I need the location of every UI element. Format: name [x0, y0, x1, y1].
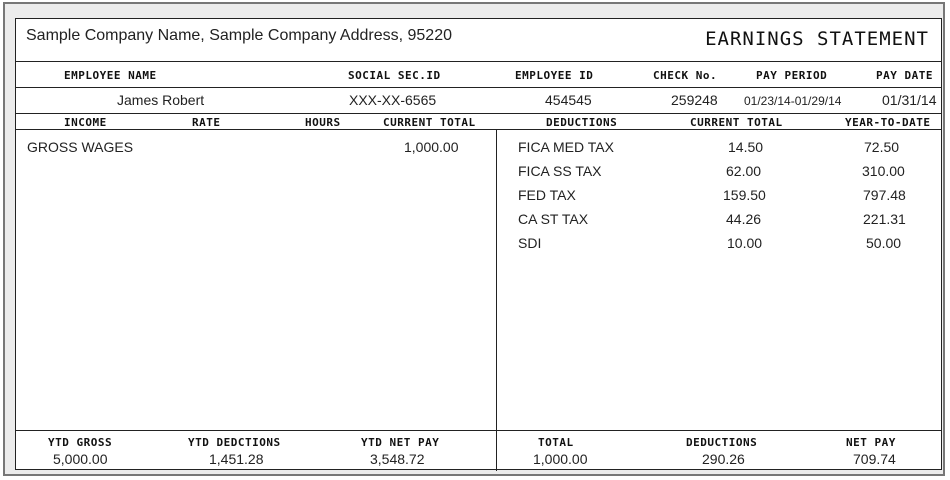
page-frame [3, 2, 945, 476]
deduction-current: 14.50 [728, 139, 764, 155]
deduction-label: FED TAX [518, 187, 576, 203]
statement-title: EARNINGS STATEMENT [705, 28, 929, 50]
pay-period: 01/23/14-01/29/14 [744, 94, 842, 108]
header-deductions-current-total: CURRENT TOTAL [690, 116, 783, 129]
ytd-deductions-value: 1,451.28 [209, 451, 264, 467]
deduction-current: 44.26 [726, 211, 762, 227]
deduction-label: FICA MED TAX [518, 139, 614, 155]
net-pay-label: NET PAY [846, 436, 896, 449]
header-pay-period: PAY PERIOD [756, 69, 828, 82]
total-label: TOTAL [538, 436, 574, 449]
header-rate: RATE [192, 116, 221, 129]
deduction-label: CA ST TAX [518, 211, 589, 227]
employee-ssn: XXX-XX-6565 [349, 92, 437, 108]
deduction-current: 159.50 [723, 187, 766, 203]
earnings-statement [15, 18, 942, 470]
deduction-ytd: 221.31 [863, 211, 906, 227]
header-check-no: CHECK No. [653, 69, 718, 82]
header-deductions: DEDUCTIONS [546, 116, 618, 129]
deduction-label: SDI [518, 235, 542, 251]
deduction-current: 10.00 [727, 235, 763, 251]
deduction-label: FICA SS TAX [518, 163, 602, 179]
deductions-total-value: 290.26 [702, 451, 745, 467]
header-employee-name: EMPLOYEE NAME [64, 69, 157, 82]
divider [16, 61, 941, 62]
total-value: 1,000.00 [533, 451, 588, 467]
employee-id: 454545 [545, 92, 592, 108]
pay-date: 01/31/14 [882, 92, 937, 108]
column-divider [496, 129, 497, 471]
ytd-net-pay-value: 3,548.72 [370, 451, 425, 467]
check-number: 259248 [671, 92, 718, 108]
ytd-gross-label: YTD GROSS [48, 436, 113, 449]
header-year-to-date: YEAR-TO-DATE [845, 116, 931, 129]
net-pay-value: 709.74 [853, 451, 896, 467]
header-social-sec-id: SOCIAL SEC.ID [348, 69, 441, 82]
ytd-net-pay-label: YTD NET PAY [361, 436, 440, 449]
deduction-ytd: 797.48 [863, 187, 906, 203]
income-current: 1,000.00 [404, 139, 459, 155]
deduction-ytd: 72.50 [864, 139, 900, 155]
ytd-gross-value: 5,000.00 [53, 451, 108, 467]
header-pay-date: PAY DATE [876, 69, 933, 82]
divider [16, 113, 941, 114]
divider [16, 129, 941, 130]
deduction-ytd: 310.00 [862, 163, 905, 179]
ytd-deductions-label: YTD DEDCTIONS [188, 436, 281, 449]
company-line: Sample Company Name, Sample Company Address, 95220 [26, 27, 452, 44]
divider [16, 87, 941, 88]
header-employee-id: EMPLOYEE ID [515, 69, 594, 82]
deduction-current: 62.00 [726, 163, 762, 179]
header-income: INCOME [64, 116, 107, 129]
divider [16, 430, 941, 431]
header-income-current-total: CURRENT TOTAL [383, 116, 476, 129]
deduction-ytd: 50.00 [866, 235, 902, 251]
header-hours: HOURS [305, 116, 341, 129]
employee-name: James Robert [117, 92, 205, 108]
income-label: GROSS WAGES [27, 139, 134, 155]
deductions-total-label: DEDUCTIONS [686, 436, 758, 449]
